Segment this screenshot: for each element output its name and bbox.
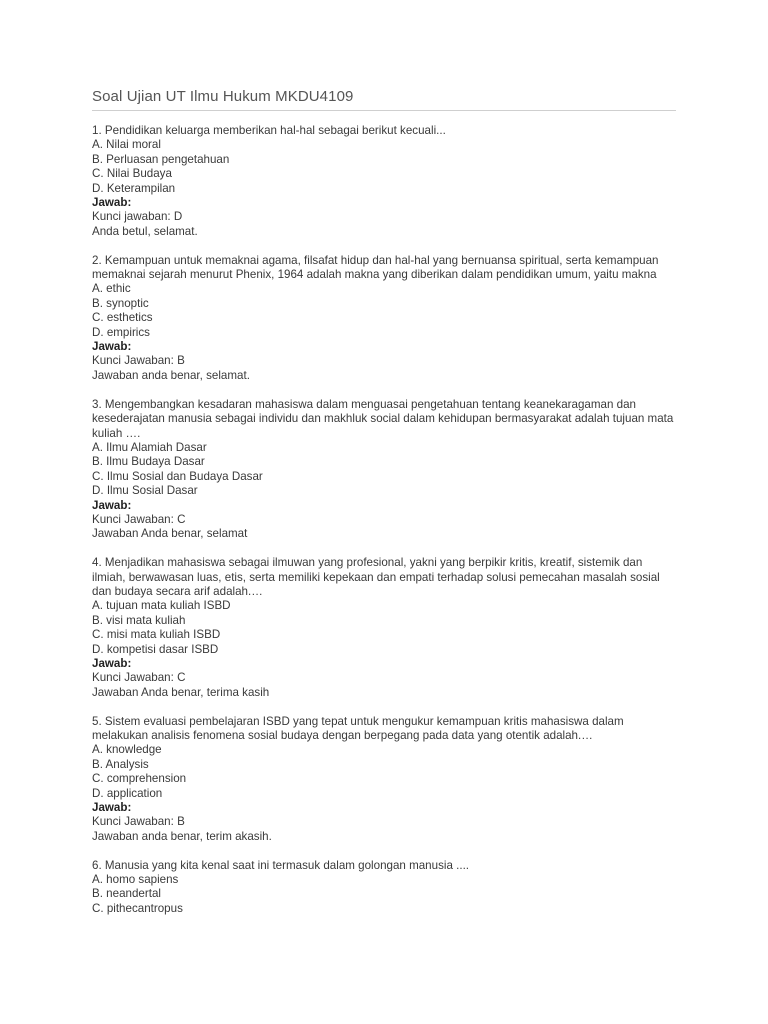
answer-label: Jawab: xyxy=(92,801,132,815)
answer-label: Jawab: xyxy=(92,498,132,512)
option-a: A. knowledge xyxy=(92,743,162,757)
question-text: 6. Manusia yang kita kenal saat ini termasuk dalam golongan manusia .... xyxy=(92,858,470,872)
option-d: D. Ilmu Sosial Dasar xyxy=(92,484,198,498)
answer-label: Jawab: xyxy=(92,656,132,670)
option-c: C. misi mata kuliah ISBD xyxy=(92,628,221,642)
answer-key: Kunci jawaban: D xyxy=(92,210,183,224)
option-a: A. ethic xyxy=(92,282,131,296)
question-5 xyxy=(92,715,676,845)
question-text: 5. Sistem evaluasi pembelajaran ISBD yang tepat untuk mengukur kemampuan kritis mahasiswa dalam melakukan analisis fenomena sosial budaya dengan berpegang pada data yang otentik adalah.… xyxy=(92,714,624,742)
option-c: C. Ilmu Sosial dan Budaya Dasar xyxy=(92,469,263,483)
option-a: A. Ilmu Alamiah Dasar xyxy=(92,440,207,454)
option-c: C. comprehension xyxy=(92,772,187,786)
option-a: A. homo sapiens xyxy=(92,873,179,887)
question-text: 3. Mengembangkan kesadaran mahasiswa dalam menguasai pengetahuan tentang keanekaragaman dan kesederajatan manusia sebagai individu dan makhluk social dalam kehidupan bermasyarakat adalah tujuan mata kuliah …. xyxy=(92,397,674,440)
document-page xyxy=(92,88,676,931)
answer-key: Kunci Jawaban: B xyxy=(92,815,185,829)
option-d: D. application xyxy=(92,786,163,800)
answer-key: Kunci Jawaban: B xyxy=(92,354,185,368)
option-d: D. empirics xyxy=(92,325,150,339)
question-list xyxy=(92,124,676,916)
answer-feedback: Jawaban Anda benar, terima kasih xyxy=(92,685,270,699)
option-b: B. Analysis xyxy=(92,757,149,771)
question-text: 4. Menjadikan mahasiswa sebagai ilmuwan yang profesional, yakni yang berpikir kritis, kreatif, sistemik dan ilmiah, berwawasan luas, etis, serta memiliki kepekaan dan empati terhadap solusi pemecahan masalah sosial dan budaya secara arif adalah.… xyxy=(92,556,660,598)
question-text: 2. Kemampuan untuk memaknai agama, filsafat hidup dan hal-hal yang bernuansa spiritual, serta kemampuan memaknai sejarah menurut Phenix, 1964 adalah makna yang diberikan dalam pendidikan umum, yaitu makna xyxy=(92,253,659,282)
page-title: Soal Ujian UT Ilmu Hukum MKDU4109 xyxy=(92,88,676,111)
question-3 xyxy=(92,398,676,542)
question-6 xyxy=(92,859,676,917)
question-2 xyxy=(92,254,676,384)
question-4 xyxy=(92,556,676,700)
option-d: D. kompetisi dasar ISBD xyxy=(92,642,219,656)
answer-feedback: Anda betul, selamat. xyxy=(92,224,198,238)
option-b: B. neandertal xyxy=(92,887,161,901)
answer-key: Kunci Jawaban: C xyxy=(92,671,186,685)
option-b: B. Perluasan pengetahuan xyxy=(92,152,230,166)
option-b: B. visi mata kuliah xyxy=(92,613,186,627)
answer-feedback: Jawaban anda benar, selamat. xyxy=(92,368,250,382)
option-a: A. tujuan mata kuliah ISBD xyxy=(92,599,231,613)
option-c: C. Nilai Budaya xyxy=(92,167,172,181)
option-b: B. synoptic xyxy=(92,296,149,310)
answer-label: Jawab: xyxy=(92,340,132,354)
answer-feedback: Jawaban anda benar, terim akasih. xyxy=(92,829,272,843)
option-c: C. esthetics xyxy=(92,311,153,325)
option-d: D. Keterampilan xyxy=(92,181,176,195)
option-a: A. Nilai moral xyxy=(92,138,161,152)
answer-key: Kunci Jawaban: C xyxy=(92,512,186,526)
option-b: B. Ilmu Budaya Dasar xyxy=(92,455,205,469)
answer-feedback: Jawaban Anda benar, selamat xyxy=(92,527,248,541)
option-c: C. pithecantropus xyxy=(92,901,183,915)
answer-label: Jawab: xyxy=(92,196,132,210)
question-1 xyxy=(92,124,676,239)
question-text: 1. Pendidikan keluarga memberikan hal-hal sebagai berikut kecuali... xyxy=(92,124,446,137)
